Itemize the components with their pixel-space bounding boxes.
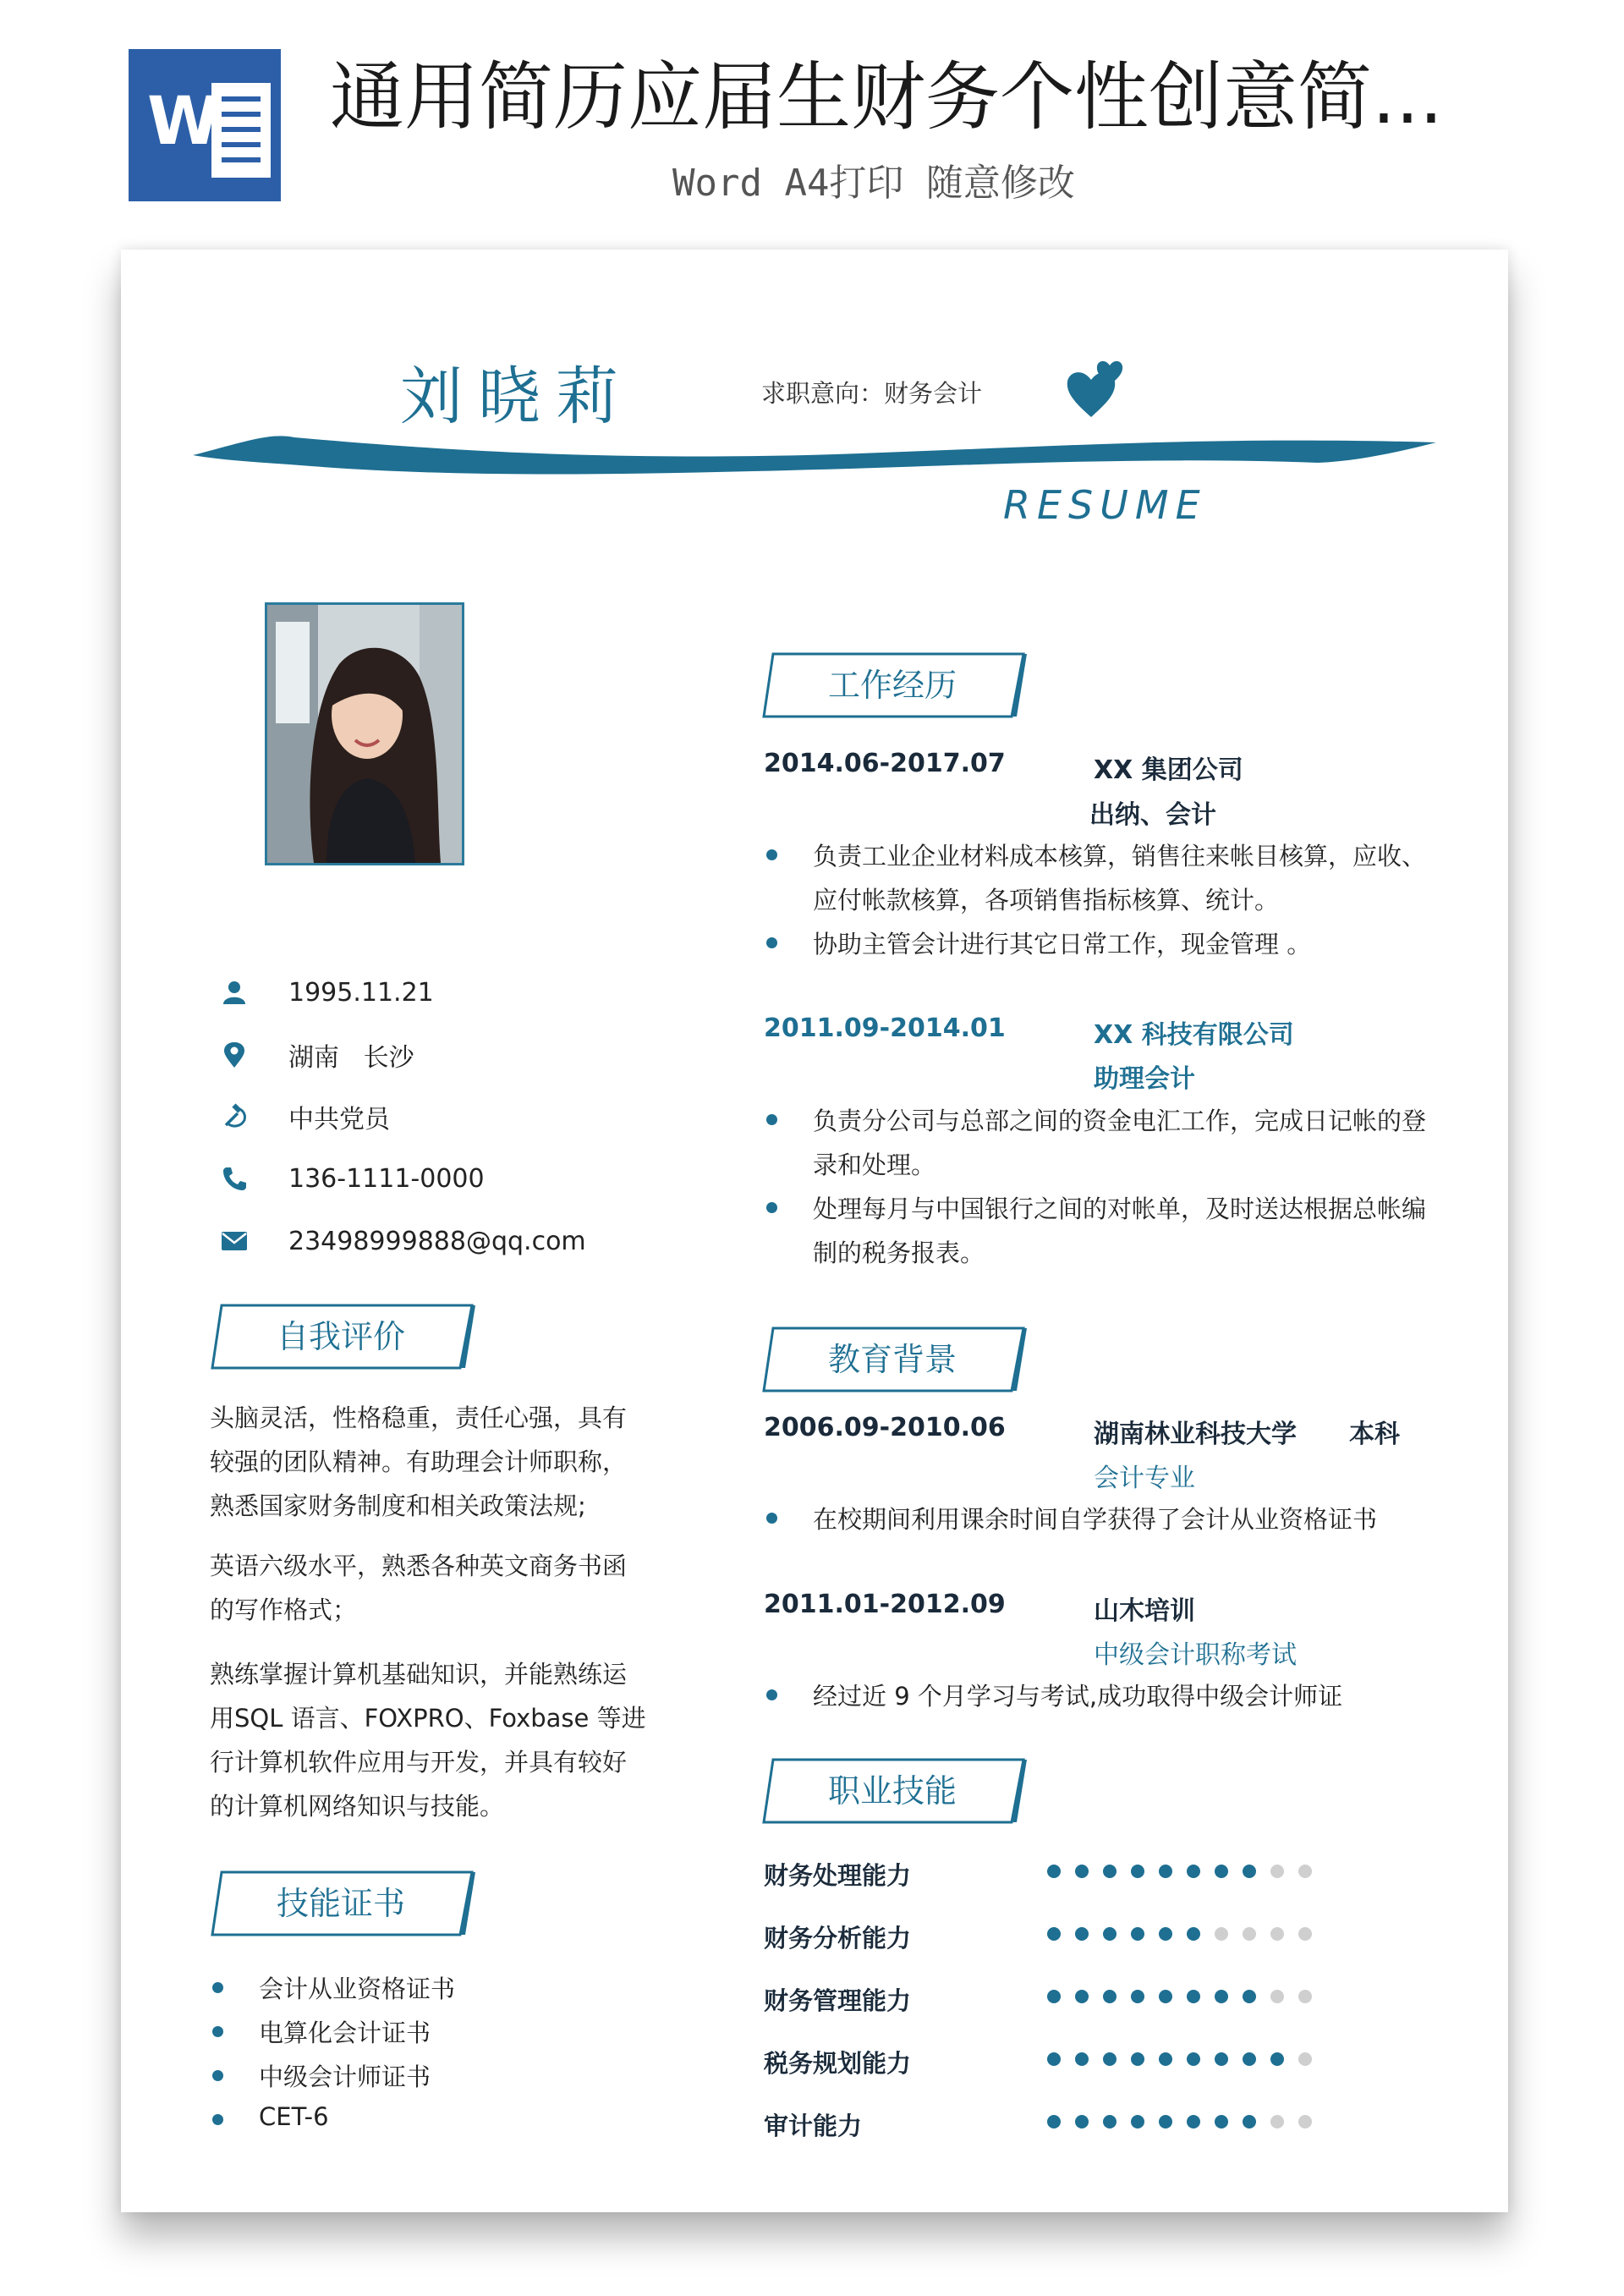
rating-dot-filled: [1187, 1927, 1200, 1941]
work-detail-line: 负责分公司与总部之间的资金电汇工作，完成日记帐的登: [813, 1107, 1427, 1135]
rating-dot-filled: [1243, 1990, 1256, 2003]
certificate-item: 会计从业资格证书: [259, 1975, 456, 2003]
bullet: [766, 1114, 777, 1125]
bullet: [766, 1689, 777, 1700]
job-intent: 求职意向：财务会计: [761, 379, 983, 408]
certificate-item: 中级会计师证书: [259, 2063, 431, 2091]
rating-dot-filled: [1103, 2115, 1116, 2128]
education-date: 2006.09-2010.06: [764, 1413, 1006, 1442]
mail-icon: [214, 1224, 255, 1258]
skills-title: 职业技能: [827, 1772, 957, 1810]
rating-dot-filled: [1131, 1927, 1144, 1941]
rating-dot-empty: [1298, 1865, 1312, 1878]
work-title: 工作经历: [827, 667, 957, 704]
rating-dot-filled: [1047, 1865, 1061, 1878]
rating-dot-empty: [1298, 2115, 1312, 2128]
self-eval-paragraph-3: 熟练掌握计算机基础知识，并能熟练运用SQL 语言、FOXPRO、Foxbase 等进行计算机软件应用与开发，并具有较好的计算机网络知识与技能。: [210, 1660, 646, 1821]
document-title: 通用简历应届生财务个性创意简...: [330, 53, 1443, 140]
phone-value: 136-1111-0000: [288, 1163, 485, 1194]
education-detail-line: 在校期间利用课余时间自学获得了会计从业资格证书: [813, 1505, 1378, 1534]
self-eval-title: 自我评价: [276, 1318, 405, 1355]
self-eval-heading: [210, 1303, 476, 1370]
rating-dot-filled: [1159, 2115, 1172, 2128]
contact-party: [214, 1096, 390, 1138]
bullet: [212, 2114, 223, 2125]
education-heading: [761, 1326, 1028, 1393]
work-company: XX 科技有限公司: [1094, 1020, 1294, 1050]
word-icon-page: [211, 83, 271, 178]
work-date: 2011.09-2014.01: [764, 1013, 1006, 1043]
rating-dot-filled: [1047, 1927, 1061, 1941]
rating-dot-filled: [1047, 2115, 1061, 2128]
work-detail-line: 协助主管会计进行其它日常工作，现金管理 。: [813, 930, 1312, 958]
education-major: 中级会计职称考试: [1094, 1640, 1297, 1670]
rating-dot-empty: [1270, 1927, 1284, 1941]
rating-dot-filled: [1075, 2052, 1089, 2066]
rating-dot-filled: [1243, 2052, 1256, 2066]
certificate-item: 电算化会计证书: [259, 2019, 431, 2047]
skill-name: 财务处理能力: [764, 1861, 912, 1890]
person-icon: [214, 975, 255, 1009]
rating-dot-filled: [1103, 2052, 1116, 2066]
rating-dot-filled: [1131, 1865, 1144, 1878]
bullet: [212, 2070, 223, 2081]
education-major: 会计专业: [1094, 1464, 1195, 1493]
skills-heading: [761, 1757, 1028, 1825]
word-icon-letter: W: [147, 84, 221, 160]
rating-dot-filled: [1103, 1865, 1116, 1878]
party-value: 中共党员: [288, 1105, 390, 1134]
certificate-item: CET-6: [259, 2102, 329, 2131]
work-date: 2014.06-2017.07: [764, 749, 1006, 778]
rating-dot-filled: [1187, 2115, 1200, 2128]
rating-dot-empty: [1270, 1990, 1284, 2003]
word-icon: [129, 49, 281, 201]
education-degree: 本科: [1349, 1420, 1400, 1449]
rating-dot-filled: [1103, 1927, 1116, 1941]
contact-birthday: [214, 971, 434, 1013]
skill-name: 财务管理能力: [764, 1986, 912, 2015]
location-value: 湖南 长沙: [288, 1043, 414, 1073]
certificates-heading: [210, 1870, 476, 1937]
rating-dot-filled: [1187, 1990, 1200, 2003]
work-detail-line: 录和处理。: [813, 1151, 936, 1179]
work-role: 助理会计: [1094, 1064, 1195, 1094]
rating-dot-empty: [1243, 1927, 1256, 1941]
work-role: 出纳、会计: [1089, 800, 1216, 830]
party-emblem-icon: [214, 1100, 255, 1134]
work-company: XX 集团公司: [1094, 755, 1243, 785]
certificates-title: 技能证书: [276, 1885, 405, 1922]
self-eval-paragraph-1: 头脑灵活，性格稳重，责任心强，具有较强的团队精神。有助理会计师职称，熟悉国家财务制度和相关政策法规;: [210, 1403, 628, 1520]
rating-dot-filled: [1075, 2115, 1089, 2128]
rating-dot-filled: [1270, 2052, 1284, 2066]
education-school: 山木培训: [1094, 1596, 1195, 1626]
bullet: [766, 849, 777, 860]
candidate-name: 刘晓莉: [400, 360, 634, 433]
location-pin-icon: [214, 1038, 255, 1072]
contact-email: [214, 1220, 586, 1262]
phone-icon: [214, 1162, 255, 1195]
education-date: 2011.01-2012.09: [764, 1590, 1006, 1619]
rating-dot-filled: [1215, 1865, 1228, 1878]
rating-dot-filled: [1047, 2052, 1061, 2066]
work-detail-line: 处理每月与中国银行之间的对帐单，及时送达根据总帐编: [813, 1195, 1427, 1223]
rating-dot-filled: [1159, 1990, 1172, 2003]
rating-dot-empty: [1298, 1927, 1312, 1941]
education-detail-line: 经过近 9 个月学习与考试,成功取得中级会计师证: [813, 1682, 1343, 1711]
rating-dot-filled: [1103, 1990, 1116, 2003]
education-school: 湖南林业科技大学: [1094, 1420, 1297, 1449]
rating-dot-empty: [1270, 2115, 1284, 2128]
resume-page: [121, 250, 1508, 2212]
rating-dot-filled: [1075, 1927, 1089, 1941]
bullet: [766, 1513, 777, 1524]
rating-dot-filled: [1243, 1865, 1256, 1878]
rating-dot-empty: [1215, 1927, 1228, 1941]
profile-photo: [265, 602, 464, 865]
resume-label: RESUME: [1003, 482, 1207, 528]
rating-dot-filled: [1047, 1990, 1061, 2003]
bullet: [766, 1202, 777, 1213]
rating-dot-filled: [1215, 2052, 1228, 2066]
work-detail-line: 应付帐款核算，各项销售指标核算、统计。: [813, 886, 1280, 915]
birthday-value: 1995.11.21: [288, 977, 434, 1008]
rating-dot-filled: [1131, 2115, 1144, 2128]
rating-dot-filled: [1075, 1865, 1089, 1878]
rating-dot-filled: [1159, 1865, 1172, 1878]
rating-dot-empty: [1298, 2052, 1312, 2066]
work-detail-line: 制的税务报表。: [813, 1239, 985, 1267]
header-wave-decoration: [193, 426, 1436, 485]
bullet: [212, 1982, 223, 1993]
bullet: [212, 2026, 223, 2037]
rating-dot-empty: [1270, 1865, 1284, 1878]
skill-name: 财务分析能力: [764, 1924, 912, 1953]
contact-phone: [214, 1157, 485, 1200]
contact-location: [214, 1034, 414, 1076]
rating-dot-filled: [1131, 1990, 1144, 2003]
rating-dot-filled: [1075, 1990, 1089, 2003]
skill-name: 审计能力: [764, 2112, 863, 2140]
email-value: 23498999888@qq.com: [288, 1226, 586, 1256]
header-bar: [0, 0, 1624, 228]
work-detail-line: 负责工业企业材料成本核算，销售往来帐目核算，应收、: [813, 842, 1427, 871]
rating-dot-filled: [1215, 2115, 1228, 2128]
education-title: 教育背景: [827, 1341, 957, 1378]
rating-dot-filled: [1243, 2115, 1256, 2128]
bullet: [766, 937, 777, 948]
rating-dot-filled: [1131, 2052, 1144, 2066]
self-eval-paragraph-2: 英语六级水平，熟悉各种英文商务书函的写作格式；: [210, 1552, 628, 1624]
rating-dot-filled: [1187, 1865, 1200, 1878]
work-heading: [761, 651, 1028, 719]
rating-dot-filled: [1187, 2052, 1200, 2066]
rating-dot-filled: [1159, 2052, 1172, 2066]
document-subtitle: Word A4打印 随意修改: [672, 162, 1075, 205]
skill-name: 税务规划能力: [764, 2049, 912, 2078]
hearts-icon: [1066, 351, 1127, 419]
rating-dot-filled: [1215, 1990, 1228, 2003]
rating-dot-filled: [1159, 1927, 1172, 1941]
rating-dot-empty: [1298, 1990, 1312, 2003]
